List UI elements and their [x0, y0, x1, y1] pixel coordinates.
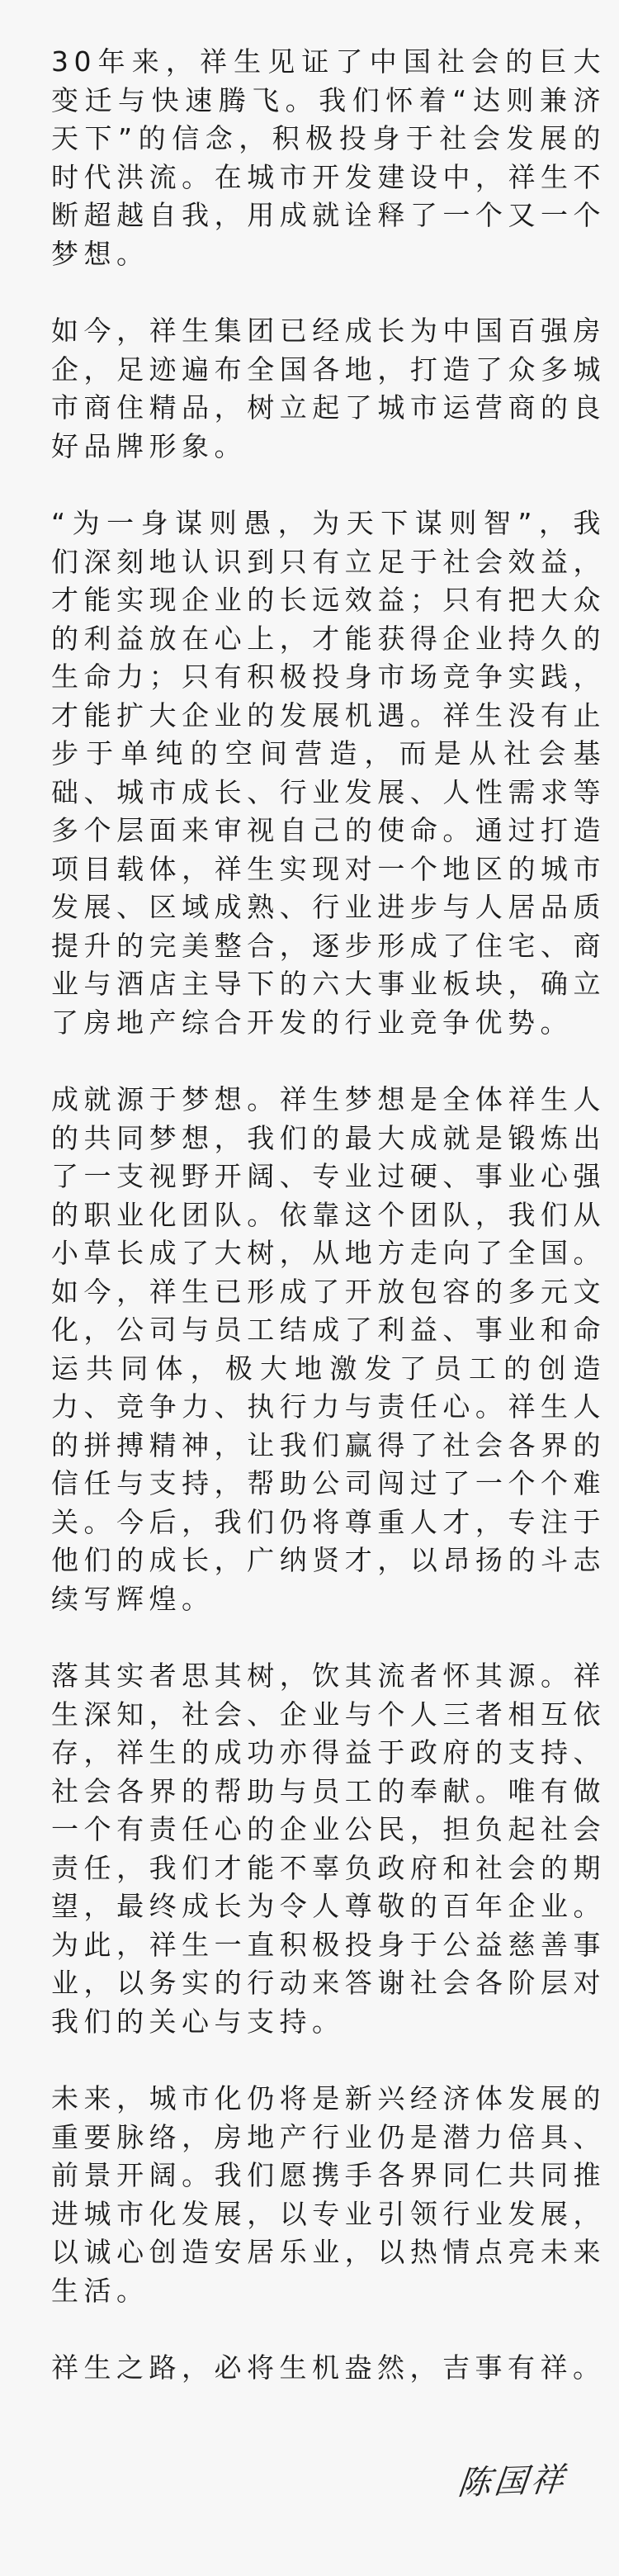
- paragraph-closing-motto: 祥生之路，必将生机盎然，吉事有祥。: [51, 2351, 606, 2384]
- paragraph-intro-30-years: 30年来，祥生见证了中国社会的巨大变迁与快速腾飞。我们怀着“达则兼济天下”的信念，积极投身于社会发展的时代洪流。在城市开发建设中，祥生不断超越自我，用成就诠释了一个又一个梦想。: [51, 45, 606, 270]
- paragraph-top-100-developer: 如今，祥生集团已经成长为中国百强房企，足迹遍布全国各地，打造了众多城市商住精品，树立起了城市运营商的良好品牌形象。: [51, 315, 606, 462]
- signature: 陈国祥: [456, 2460, 569, 2503]
- letter-body: [51, 43, 606, 2388]
- paragraph-future-urbanization: 未来，城市化仍将是新兴经济体发展的重要脉络，房地产行业仍是潜力倍具、前景开阔。我们愿携手各界同仁共同推进城市化发展，以专业引领行业发展，以诚心创造安居乐业，以热情点亮未来生活。: [51, 2082, 606, 2307]
- paragraph-gratitude-responsibility: 落其实者思其树，饮其流者怀其源。祥生深知，社会、企业与个人三者相互依存，祥生的成功亦得益于政府的支持、社会各界的帮助与员工的奉献。唯有做一个有责任心的企业公民，担负起社会责任，我们才能不辜负政府和社会的期望，最终成长为令人尊敬的百年企业。为此，祥生一直积极投身于公益慈善事业，以务实的行动来答谢社会各阶层对我们的关心与支持。: [51, 1660, 606, 2038]
- paragraph-dream-team: 成就源于梦想。祥生梦想是全体祥生人的共同梦想，我们的最大成就是锻炼出了一支视野开阔、专业过硬、事业心强的职业化团队。依靠这个团队，我们从小草长成了大树，从地方走向了全国。如今，祥生已形成了开放包容的多元文化，公司与员工结成了利益、事业和命运共同体，极大地激发了员工的创造力、竞争力、执行力与责任心。祥生人的拼搏精神，让我们赢得了社会各界的信任与支持，帮助公司闯过了一个个难关。今后，我们仍将尊重人才，专注于他们的成长，广纳贤才，以昂扬的斗志续写辉煌。: [51, 1083, 606, 1615]
- paragraph-social-benefit: “为一身谋则愚，为天下谋则智”，我们深刻地认识到只有立足于社会效益，才能实现企业的长远效益；只有把大众的利益放在心上，才能获得企业持久的生命力；只有积极投身市场竞争实践，才能扩大企业的发展机遇。祥生没有止步于单纯的空间营造，而是从社会基础、城市成长、行业发展、人性需求等多个层面来审视自己的使命。通过打造项目载体，祥生实现对一个地区的城市发展、区域成熟、行业进步与人居品质提升的完美整合，逐步形成了住宅、商业与酒店主导下的六大事业板块，确立了房地产综合开发的行业竞争优势。: [51, 507, 606, 1039]
